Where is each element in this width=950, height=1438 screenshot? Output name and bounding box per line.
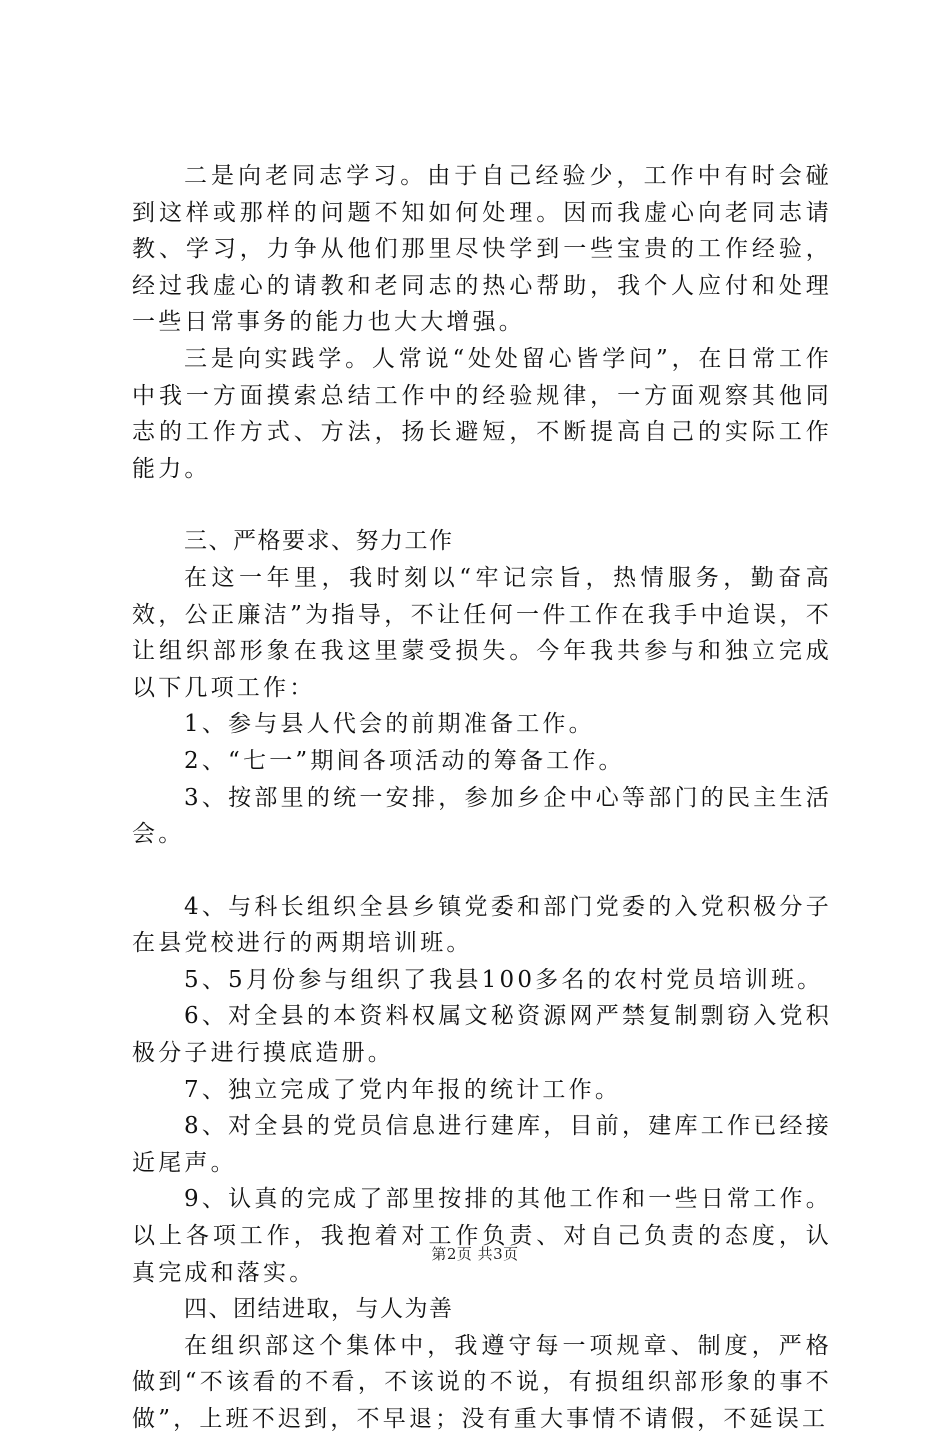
list-item: 1、参与县人代会的前期准备工作。 bbox=[184, 711, 595, 738]
list-item: 3、按部里的统一安排，参加乡企中心等部门的民主生活会。 bbox=[132, 784, 832, 848]
list-item: 2、“七一”期间各项活动的筹备工作。 bbox=[184, 747, 625, 774]
section-heading-unity: 四、团结进取，与人为善 bbox=[184, 1296, 454, 1323]
list-item: 8、对全县的党员信息进行建库，目前，建库工作已经接近尾声。 bbox=[132, 1113, 832, 1176]
list-item: 5、5月份参与组织了我县100多名的农村党员培训班。 bbox=[184, 966, 824, 993]
paragraph-learn-from-senior-colleagues: 二是向老同志学习。由于自己经验少，工作中有时会碰到这样或那样的问题不知如何处理。因而我虚心向老同志请教、学习，力争从他们那里尽快学到一些宝贵的工作经验，经过我虚心的请教和老同志的热心帮助，我个人应付和处理一些日常事务的能力也大大增强。 bbox=[132, 163, 832, 336]
page-number-footer: 第2页 共3页 bbox=[431, 1245, 519, 1263]
section-heading-strict-requirements: 三、严格要求、努力工作 bbox=[184, 528, 454, 555]
paragraph-learn-from-practice: 三是向实践学。人常说“处处留心皆学问”，在日常工作中我一方面摸索总结工作中的经验规律，一方面观察其他同志的工作方式、方法，扬长避短，不断提高自己的实际工作能力。 bbox=[132, 345, 832, 482]
list-item: 9、认真的完成了部里按排的其他工作和一些日常工作。以上各项工作，我抱着对工作负责、对自己负责的态度，认真完成和落实。 bbox=[132, 1186, 832, 1286]
list-item: 4、与科长组织全县乡镇党委和部门党委的入党积极分子在县党校进行的两期培训班。 bbox=[132, 893, 832, 957]
list-item: 7、独立完成了党内年报的统计工作。 bbox=[184, 1076, 622, 1103]
list-item: 6、对全县的本资料权属文秘资源网严禁复制剽窃入党积极分子进行摸底造册。 bbox=[132, 1003, 832, 1067]
paragraph-discipline: 在组织部这个集体中，我遵守每一项规章、制度，严格做到“不该看的不看，不该说的不说，有损组织部形象的事不做”，上班不迟到，不早退；没有重大事情不请假，不延误工 bbox=[132, 1332, 832, 1432]
paragraph-work-overview: 在这一年里，我时刻以“牢记宗旨，热情服务，勤奋高效，公正廉洁”为指导，不让任何一件工作在我手中迨误，不让组织部形象在我这里蒙受损失。今年我共参与和独立完成以下几项工作： bbox=[132, 564, 832, 701]
